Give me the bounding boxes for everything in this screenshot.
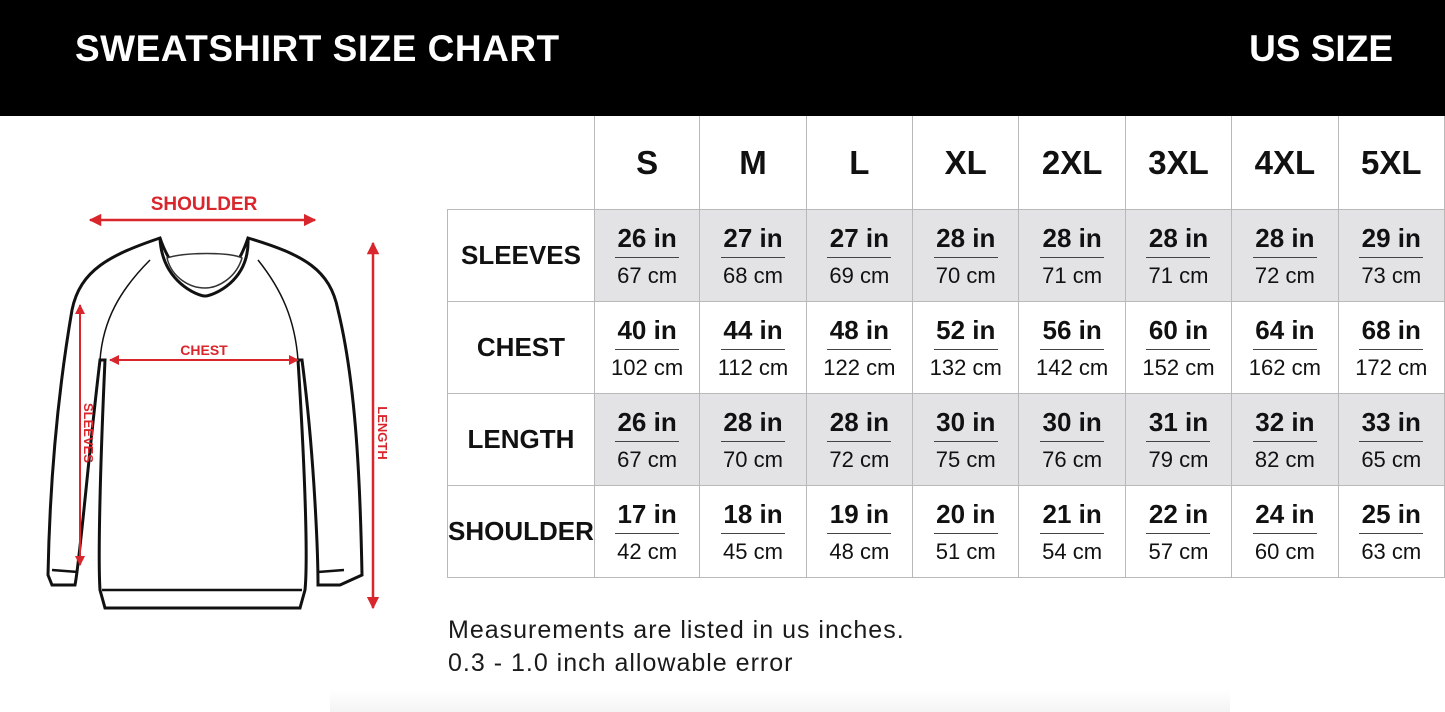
cell-divider: [615, 533, 679, 534]
measurement-cell: [913, 394, 1019, 486]
inch-value: 40 in: [617, 314, 677, 345]
inch-value: 19 in: [829, 498, 889, 529]
size-header-4xl: 4XL: [1232, 116, 1338, 210]
measurement-cell: [806, 302, 912, 394]
measurement-cell: [594, 486, 699, 578]
cm-value: 76 cm: [1042, 446, 1103, 472]
cm-value: 45 cm: [723, 538, 783, 564]
inch-value: 21 in: [1042, 498, 1102, 529]
row-label: SLEEVES: [448, 210, 595, 302]
inch-value: 29 in: [1361, 222, 1421, 253]
size-header-row: [448, 116, 1445, 210]
row-label: SHOULDER: [448, 486, 595, 578]
inch-value: 17 in: [617, 498, 677, 529]
shoulder-label: SHOULDER: [150, 194, 258, 215]
measurement-cell: [806, 486, 912, 578]
cm-value: 69 cm: [829, 262, 890, 288]
cm-value: 68 cm: [723, 262, 783, 288]
cell-divider: [934, 257, 998, 258]
measurement-cell: [1019, 210, 1125, 302]
size-table: [447, 116, 1445, 578]
measurement-cell: [594, 302, 699, 394]
measurement-cell: [1019, 394, 1125, 486]
cell-divider: [721, 349, 785, 350]
cell-divider: [1359, 533, 1423, 534]
cm-value: 63 cm: [1361, 538, 1422, 564]
cm-value: 71 cm: [1148, 262, 1209, 288]
measurement-cell: [806, 210, 912, 302]
measurement-cell: [1232, 302, 1338, 394]
inch-value: 22 in: [1148, 498, 1209, 529]
cell-divider: [827, 441, 891, 442]
size-header-s: S: [594, 116, 699, 210]
inch-value: 30 in: [936, 406, 996, 437]
measurement-cell: [1125, 302, 1231, 394]
cm-value: 122 cm: [823, 354, 896, 380]
cm-value: 112 cm: [717, 354, 789, 380]
inch-value: 28 in: [936, 222, 996, 253]
header-bar: [0, 0, 1445, 116]
inch-value: 48 in: [829, 314, 889, 345]
measurement-cell: [700, 486, 806, 578]
cell-divider: [1359, 441, 1423, 442]
cell-divider: [1253, 533, 1317, 534]
size-header-l: L: [806, 116, 912, 210]
cell-divider: [934, 533, 998, 534]
measurement-cell: [1232, 486, 1338, 578]
cell-divider: [1040, 257, 1104, 258]
inch-value: 68 in: [1361, 314, 1421, 345]
inch-value: 64 in: [1255, 314, 1315, 345]
table-row: [448, 302, 1445, 394]
cm-value: 82 cm: [1254, 446, 1315, 472]
cm-value: 71 cm: [1042, 262, 1103, 288]
measurement-cell: [1125, 394, 1231, 486]
cell-divider: [721, 441, 785, 442]
measurement-cell: [1019, 486, 1125, 578]
measurement-cell: [913, 210, 1019, 302]
length-label: LENGTH: [375, 406, 390, 460]
cm-value: 51 cm: [935, 538, 996, 564]
cm-value: 67 cm: [617, 262, 678, 288]
cm-value: 79 cm: [1148, 446, 1209, 472]
measurement-cell: [1232, 394, 1338, 486]
cell-divider: [1040, 349, 1104, 350]
inch-value: 28 in: [723, 406, 783, 437]
cell-divider: [1253, 441, 1317, 442]
inch-value: 27 in: [829, 222, 889, 253]
table-row: [448, 210, 1445, 302]
inch-value: 18 in: [723, 498, 783, 529]
cm-value: 57 cm: [1148, 538, 1209, 564]
inch-value: 26 in: [617, 222, 677, 253]
cell-divider: [615, 441, 679, 442]
cm-value: 72 cm: [829, 446, 890, 472]
cell-divider: [827, 349, 891, 350]
cell-divider: [721, 533, 785, 534]
cm-value: 75 cm: [935, 446, 996, 472]
size-region-label: US SIZE: [1249, 28, 1393, 69]
measurement-cell: [1125, 486, 1231, 578]
size-header-xl: XL: [913, 116, 1019, 210]
inch-value: 28 in: [1255, 222, 1315, 253]
inch-value: 30 in: [1042, 406, 1102, 437]
page-title: SWEATSHIRT SIZE CHART: [75, 28, 560, 69]
measurement-cell: [1125, 210, 1231, 302]
cell-divider: [1040, 533, 1104, 534]
chest-label: CHEST: [180, 342, 228, 358]
table-corner: [448, 116, 595, 210]
row-label: CHEST: [448, 302, 595, 394]
size-header-m: M: [700, 116, 806, 210]
measurement-cell: [913, 302, 1019, 394]
cell-divider: [615, 349, 679, 350]
inch-value: 25 in: [1361, 498, 1421, 529]
cm-value: 42 cm: [617, 538, 678, 564]
measurement-cell: [1019, 302, 1125, 394]
inch-value: 24 in: [1255, 498, 1315, 529]
cell-divider: [1253, 257, 1317, 258]
cell-divider: [1146, 349, 1210, 350]
cm-value: 102 cm: [611, 354, 684, 380]
cm-value: 162 cm: [1248, 354, 1321, 380]
inch-value: 52 in: [936, 314, 996, 345]
cm-value: 70 cm: [723, 446, 783, 472]
measurement-cell: [806, 394, 912, 486]
measurement-cell: [700, 394, 806, 486]
cell-divider: [615, 257, 679, 258]
note-tolerance: 0.3 - 1.0 inch allowable error: [448, 649, 794, 677]
cm-value: 54 cm: [1042, 538, 1103, 564]
cell-divider: [934, 441, 998, 442]
cm-value: 142 cm: [1036, 354, 1109, 380]
measurement-cell: [1232, 210, 1338, 302]
measurement-cell: [594, 394, 699, 486]
inch-value: 28 in: [1148, 222, 1209, 253]
cm-value: 73 cm: [1361, 262, 1422, 288]
measurement-cell: [700, 302, 806, 394]
cm-value: 152 cm: [1142, 354, 1215, 380]
cell-divider: [827, 533, 891, 534]
cell-divider: [721, 257, 785, 258]
cm-value: 72 cm: [1254, 262, 1315, 288]
size-header-5xl: 5XL: [1338, 116, 1444, 210]
cell-divider: [1359, 257, 1423, 258]
measurement-cell: [1338, 302, 1444, 394]
inch-value: 33 in: [1361, 406, 1421, 437]
cm-value: 65 cm: [1361, 446, 1422, 472]
cell-divider: [1253, 349, 1317, 350]
note-units: Measurements are listed in us inches.: [448, 616, 905, 644]
measurement-cell: [1338, 486, 1444, 578]
inch-value: 20 in: [936, 498, 996, 529]
sleeves-label: SLEEVES: [81, 403, 96, 463]
measurement-notes: [448, 614, 905, 680]
measurement-cell: [594, 210, 699, 302]
measurement-cell: [913, 486, 1019, 578]
measurement-cell: [1338, 394, 1444, 486]
inch-value: 27 in: [723, 222, 783, 253]
inch-value: 44 in: [723, 314, 783, 345]
inch-value: 60 in: [1148, 314, 1209, 345]
inch-value: 28 in: [1042, 222, 1102, 253]
cm-value: 70 cm: [935, 262, 996, 288]
cell-divider: [934, 349, 998, 350]
size-header-2xl: 2XL: [1019, 116, 1125, 210]
inch-value: 26 in: [617, 406, 677, 437]
cell-divider: [1146, 441, 1210, 442]
measurement-cell: [700, 210, 806, 302]
cell-divider: [1040, 441, 1104, 442]
table-row: [448, 486, 1445, 578]
inch-value: 32 in: [1255, 406, 1315, 437]
sweatshirt-diagram: [0, 116, 440, 712]
size-header-3xl: 3XL: [1125, 116, 1231, 210]
cm-value: 48 cm: [829, 538, 890, 564]
inch-value: 28 in: [829, 406, 889, 437]
cm-value: 132 cm: [929, 354, 1002, 380]
cell-divider: [827, 257, 891, 258]
cm-value: 60 cm: [1254, 538, 1315, 564]
bottom-fade: [330, 690, 1230, 712]
cm-value: 172 cm: [1355, 354, 1428, 380]
cell-divider: [1359, 349, 1423, 350]
inch-value: 56 in: [1042, 314, 1102, 345]
cell-divider: [1146, 257, 1210, 258]
table-row: [448, 394, 1445, 486]
row-label: LENGTH: [448, 394, 595, 486]
cell-divider: [1146, 533, 1210, 534]
cm-value: 67 cm: [617, 446, 678, 472]
measurement-cell: [1338, 210, 1444, 302]
size-table-body: [448, 210, 1445, 578]
inch-value: 31 in: [1148, 406, 1209, 437]
sweatshirt-illustration: [0, 116, 440, 712]
